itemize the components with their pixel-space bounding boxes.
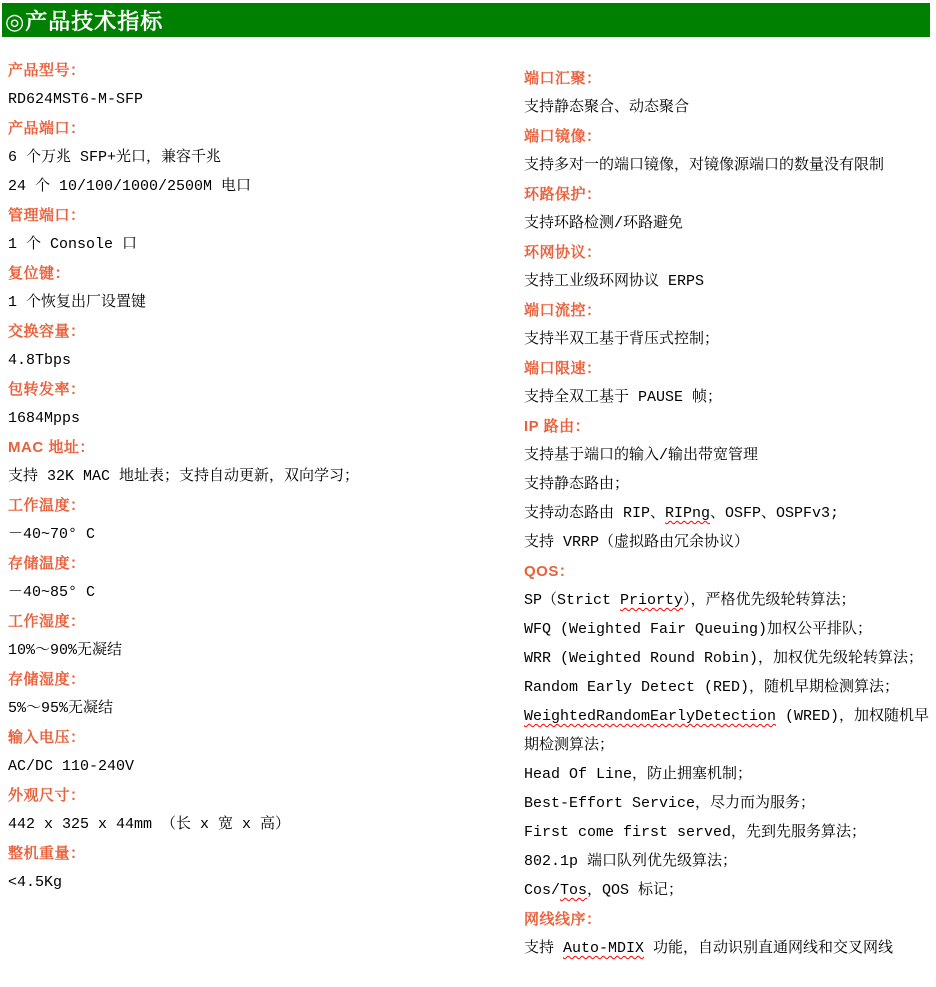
spec-line: Cos/Tos，QOS 标记；	[524, 882, 684, 899]
spec-heading: 产品型号：	[8, 62, 86, 79]
spec-line: AC/DC 110-240V	[8, 758, 135, 775]
spec-line: <4.5Kg	[8, 874, 63, 891]
spec-line: 支持全双工基于 PAUSE 帧；	[524, 389, 723, 406]
misspelled-word: Tos	[560, 882, 588, 899]
misspelled-word: WeightedRandomEarlyDetection	[524, 708, 777, 725]
spec-heading: 交换容量：	[8, 323, 86, 340]
spec-heading: 环路保护：	[524, 186, 602, 203]
spec-line: －40~70° C	[8, 526, 96, 543]
spec-line: 1 个恢复出厂设置键	[8, 294, 147, 311]
spec-line: WFQ (Weighted Fair Queuing)加权公平排队；	[524, 621, 873, 638]
spec-heading: QOS：	[524, 563, 575, 580]
spec-heading: 环网协议：	[524, 244, 602, 261]
spec-line: WeightedRandomEarlyDetection (WRED)，加权随机早期检测算法；	[524, 708, 930, 754]
page-title: ◎产品技术指标	[5, 8, 164, 34]
spec-line: 6 个万兆 SFP+光口，兼容千兆	[8, 149, 222, 166]
spec-line: 支持多对一的端口镜像，对镜像源端口的数量没有限制	[524, 157, 885, 174]
spec-heading: 存储湿度：	[8, 671, 86, 688]
spec-line: SP（Strict Priorty），严格优先级轮转算法；	[524, 592, 856, 609]
spec-line: 支持环路检测/环路避免	[524, 215, 684, 232]
spec-line: 1684Mpps	[8, 410, 81, 427]
misspelled-word: Auto-MDIX	[563, 940, 645, 957]
left-column	[8, 56, 478, 897]
spec-columns	[8, 56, 936, 963]
spec-heading: 外观尺寸：	[8, 787, 86, 804]
spec-line: 支持 32K MAC 地址表；支持自动更新，双向学习；	[8, 468, 360, 485]
misspelled-word: RIPng	[665, 505, 711, 522]
spec-line: 442 x 325 x 44mm （长 x 宽 x 高）	[8, 816, 291, 833]
right-column	[524, 56, 936, 963]
spec-heading: 输入电压：	[8, 729, 86, 746]
spec-heading: MAC 地址：	[8, 439, 95, 456]
spec-heading: 产品端口：	[8, 120, 86, 137]
spec-heading: 管理端口：	[8, 207, 86, 224]
spec-heading: 工作温度：	[8, 497, 86, 514]
spec-heading: 复位键：	[8, 265, 71, 282]
spec-heading: 端口限速：	[524, 360, 602, 377]
spec-line: 24 个 10/100/1000/2500M 电口	[8, 178, 252, 195]
section-header-bar	[2, 3, 930, 37]
spec-line: Random Early Detect (RED)，随机早期检测算法；	[524, 679, 900, 696]
spec-line: Head Of Line，防止拥塞机制；	[524, 766, 753, 783]
spec-heading: 端口镜像：	[524, 128, 602, 145]
spec-line: 10%～90%无凝结	[8, 642, 123, 659]
spec-line: 支持 Auto-MDIX 功能，自动识别直通网线和交叉网线	[524, 940, 894, 957]
spec-line: 支持 VRRP（虚拟路由冗余协议）	[524, 534, 750, 551]
spec-line: 4.8Tbps	[8, 352, 72, 369]
spec-line: 802.1p 端口队列优先级算法；	[524, 853, 738, 870]
spec-line: －40~85° C	[8, 584, 96, 601]
spec-line: 支持半双工基于背压式控制；	[524, 331, 720, 348]
misspelled-word: Priorty	[620, 592, 684, 609]
spec-line: RD624MST6-M-SFP	[8, 91, 144, 108]
spec-heading: 网线线序：	[524, 911, 602, 928]
spec-line: First come first served，先到先服务算法；	[524, 824, 867, 841]
spec-heading: 存储温度：	[8, 555, 86, 572]
spec-line: 支持静态路由；	[524, 476, 630, 493]
spec-line: 支持工业级环网协议 ERPS	[524, 273, 705, 290]
spec-line: Best-Effort Service，尽力而为服务；	[524, 795, 816, 812]
spec-heading: IP 路由：	[524, 418, 591, 435]
spec-heading: 端口流控：	[524, 302, 602, 319]
spec-heading: 包转发率：	[8, 381, 86, 398]
spec-line: 支持静态聚合、动态聚合	[524, 99, 690, 116]
spec-heading: 整机重量：	[8, 845, 86, 862]
spec-line: WRR (Weighted Round Robin)，加权优先级轮转算法；	[524, 650, 924, 667]
spec-line: 1 个 Console 口	[8, 236, 138, 253]
spec-line: 支持基于端口的输入/输出带宽管理	[524, 447, 759, 464]
spec-line: 5%～95%无凝结	[8, 700, 114, 717]
spec-line: 支持动态路由 RIP、RIPng、OSFP、OSPFv3;	[524, 505, 840, 522]
spec-heading: 端口汇聚：	[524, 70, 602, 87]
spec-heading: 工作湿度：	[8, 613, 86, 630]
